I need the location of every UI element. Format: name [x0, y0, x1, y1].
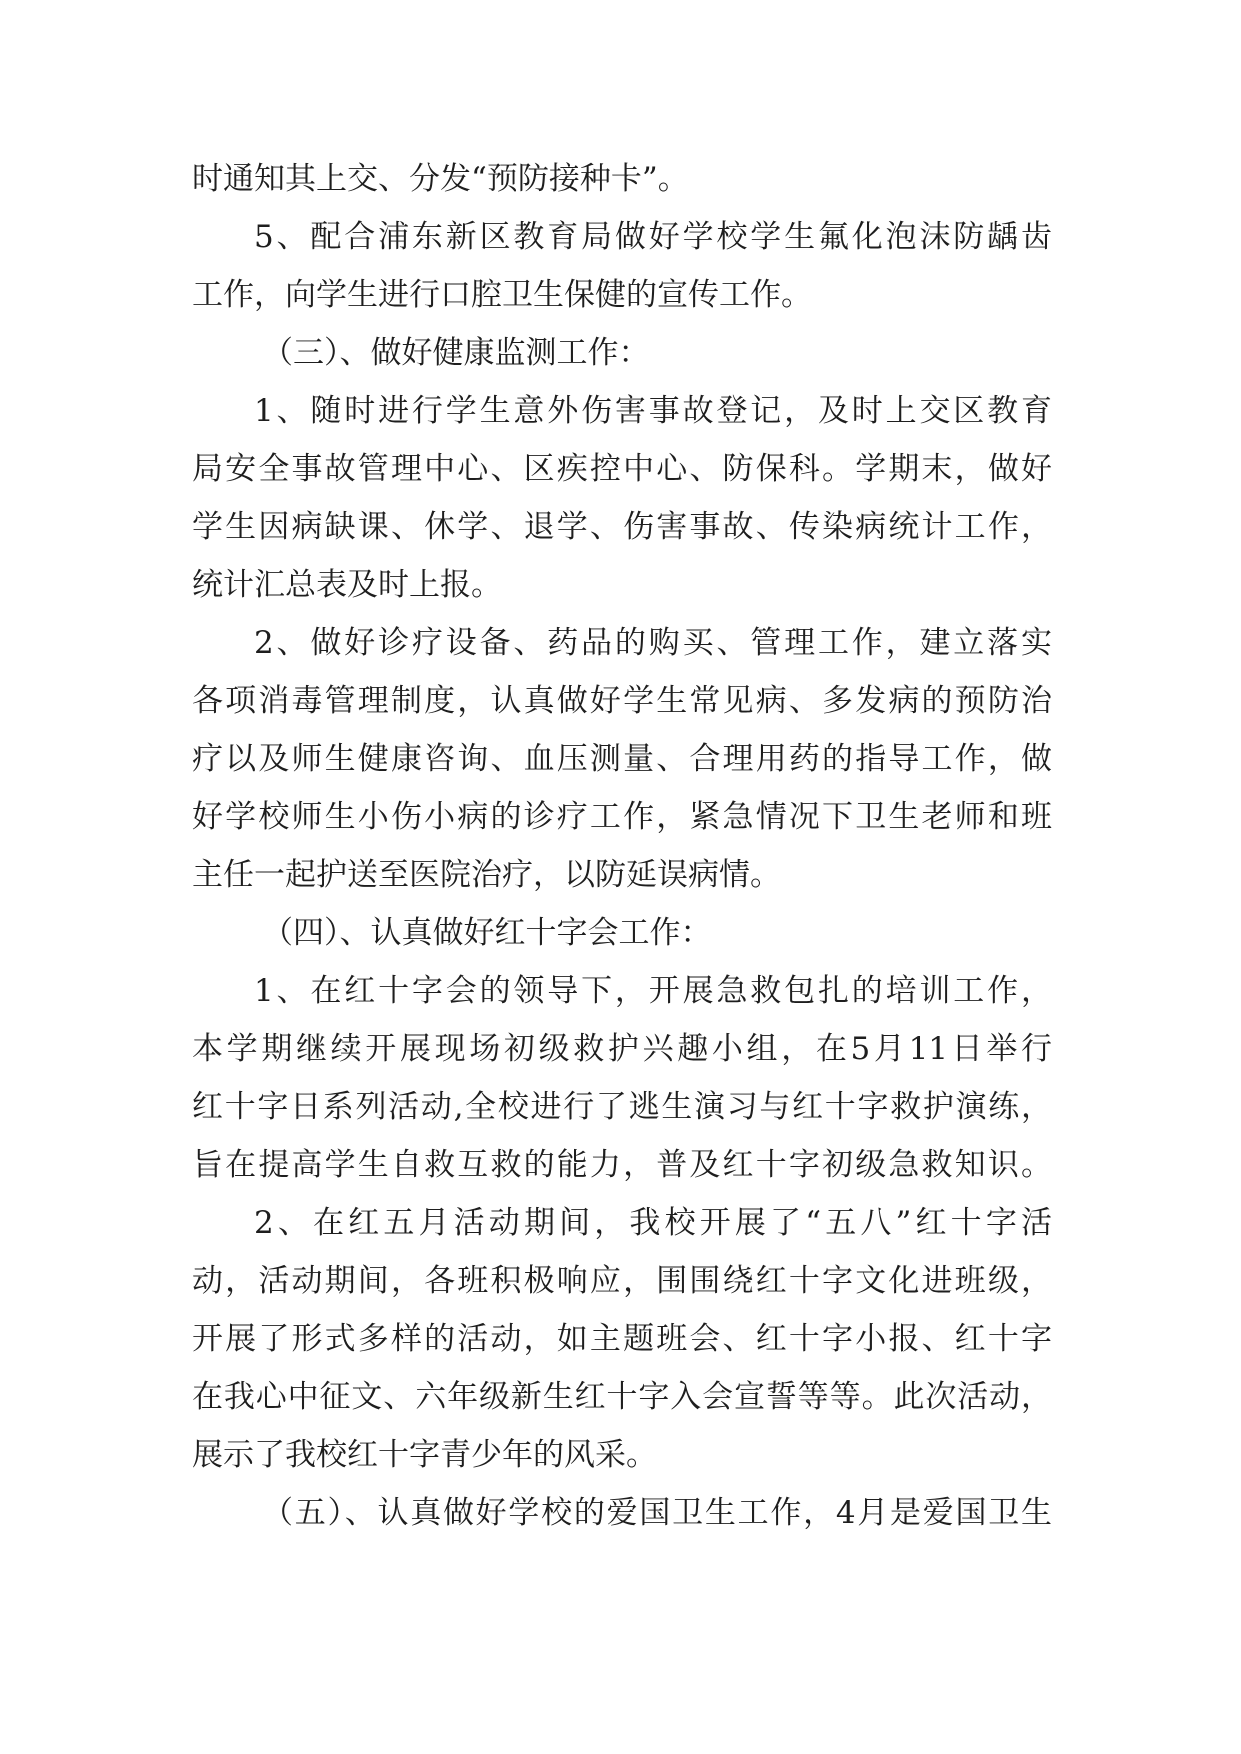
text-line: 工作，向学生进行口腔卫生保健的宣传工作。: [192, 277, 812, 313]
text-line: 统计汇总表及时上报。: [192, 567, 502, 603]
text-line: 学生因病缺课、休学、退学、伤害事故、传染病统计工作，: [192, 509, 1052, 545]
text-line: 动，活动期间，各班积极响应，围围绕红十字文化进班级，: [192, 1263, 1052, 1299]
text-line: 5、配合浦东新区教育局做好学校学生氟化泡沫防龋齿: [254, 219, 1052, 255]
section-heading: （五）、认真做好学校的爱国卫生工作，4月是爱国卫生: [262, 1495, 1052, 1531]
section-heading: （三）、做好健康监测工作：: [262, 335, 650, 371]
text-line: 2、做好诊疗设备、药品的购买、管理工作，建立落实: [254, 625, 1052, 661]
text-line: 主任一起护送至医院治疗，以防延误病情。: [192, 857, 781, 893]
text-line: 2、在红五月活动期间，我校开展了“五八”红十字活: [254, 1205, 1052, 1241]
text-line: 疗以及师生健康咨询、血压测量、合理用药的指导工作，做: [192, 741, 1052, 777]
text-line: 开展了形式多样的活动，如主题班会、红十字小报、红十字: [192, 1321, 1052, 1357]
section-heading: （四）、认真做好红十字会工作：: [262, 915, 712, 951]
text-line: 在我心中征文、六年级新生红十字入会宣誓等等。此次活动，: [192, 1379, 1052, 1415]
document-body: [192, 150, 1052, 1542]
text-line: 好学校师生小伤小病的诊疗工作，紧急情况下卫生老师和班: [192, 799, 1052, 835]
text-line: 局安全事故管理中心、区疾控中心、防保科。学期末，做好: [192, 451, 1052, 487]
text-line: 各项消毒管理制度，认真做好学生常见病、多发病的预防治: [192, 683, 1052, 719]
text-line: 1、随时进行学生意外伤害事故登记，及时上交区教育: [254, 393, 1052, 429]
text-line: 本学期继续开展现场初级救护兴趣小组，在5月11日举行: [192, 1031, 1052, 1067]
text-line: 时通知其上交、分发“预防接种卡”。: [192, 161, 689, 197]
text-line: 1、在红十字会的领导下，开展急救包扎的培训工作，: [254, 973, 1052, 1009]
text-line: 红十字日系列活动,全校进行了逃生演习与红十字救护演练，: [192, 1089, 1052, 1125]
text-line: 展示了我校红十字青少年的风采。: [192, 1437, 657, 1473]
text-line: 旨在提高学生自救互救的能力，普及红十字初级急救知识。: [192, 1147, 1052, 1183]
